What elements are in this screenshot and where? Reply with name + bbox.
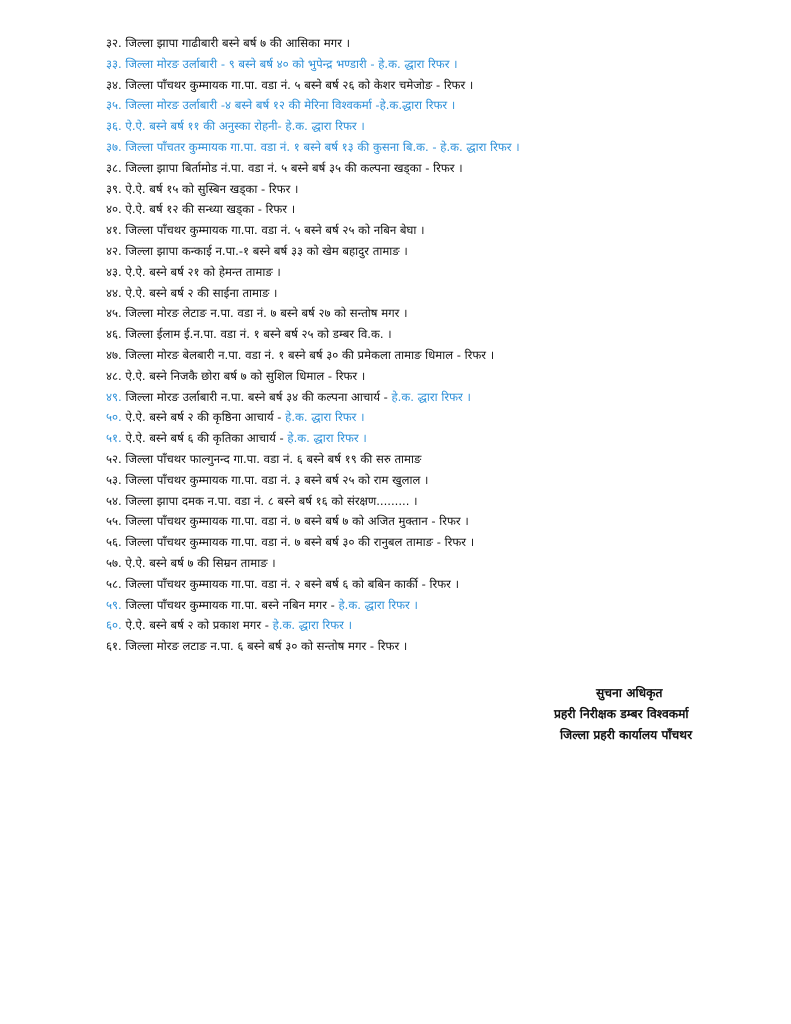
record-text: ४३. ऐ.ऐ. बस्ने बर्ष २१ को हेमन्त तामाङ । xyxy=(106,264,281,279)
record-text: ६१. जिल्ला मोरङ लटाङ न.पा. ६ बस्ने बर्ष ३० को सन्तोष मगर - रिफर । xyxy=(106,639,408,654)
record-text: हे.क. द्धारा रिफर । xyxy=(440,139,520,154)
record-text: ३३. जिल्ला मोरङ उर्लाबारी - ९ बस्ने बर्ष ४० को भुपेन्द्र भण्डारी - xyxy=(106,56,379,71)
record-text: ३८. जिल्ला झापा बिर्तामोड नं.पा. वडा नं. ५ बस्ने बर्ष ३५ की कल्पना खड्का - रिफर । xyxy=(106,160,463,175)
record-row xyxy=(106,303,776,324)
record-text: ५४. जिल्ला झापा दमक न.पा. वडा नं. ८ बस्ने बर्ष १६ को संरक्षण......... । xyxy=(106,493,418,508)
record-row xyxy=(106,407,776,428)
record-text: जिल्ला पाँचथर कुम्मायक गा.पा. बस्ने नबिन मगर - xyxy=(125,597,339,612)
record-row xyxy=(106,116,776,137)
record-row xyxy=(106,199,776,220)
record-row xyxy=(106,33,776,54)
record-row xyxy=(106,553,776,574)
record-text: ४१. जिल्ला पाँचथर कुम्मायक गा.पा. वडा नं. ५ बस्ने बर्ष २५ को नबिन बेघा । xyxy=(106,223,425,238)
record-text: ३५. जिल्ला मोरङ उर्लाबारी -४ बस्ने बर्ष १२ की मेरिना विश्वकर्मा - xyxy=(106,98,380,113)
record-text: ५०. xyxy=(106,410,126,425)
record-text: ४९. xyxy=(106,389,126,404)
record-text: ४०. ऐ.ऐ. बर्ष १२ की सन्ध्या खड्का - रिफर । xyxy=(106,202,296,217)
record-text: ऐ.ऐ. बस्ने बर्ष २ को प्रकाश मगर - xyxy=(125,618,273,633)
record-row xyxy=(106,283,776,304)
record-row xyxy=(106,470,776,491)
record-text: ऐ.ऐ. बस्ने बर्ष ६ की कृतिका आचार्य - xyxy=(125,431,288,446)
record-row xyxy=(106,137,776,158)
record-row xyxy=(106,345,776,366)
record-text: ४८. ऐ.ऐ. बस्ने निजकै छोरा बर्ष ७ को सुशिल धिमाल - रिफर । xyxy=(106,368,366,383)
record-text: ५५. जिल्ला पाँचथर कुम्मायक गा.पा. वडा नं. ७ बस्ने बर्ष ७ को अजित मुक्तान - रिफर । xyxy=(106,514,469,529)
record-row xyxy=(106,75,776,96)
signature-name: प्रहरी निरीक्षक डम्बर विश्वकर्मा xyxy=(554,707,689,721)
record-text: ५२. जिल्ला पाँचथर फाल्गुनन्द गा.पा. वडा नं. ६ बस्ने बर्ष १९ की सरु तामाङ xyxy=(106,451,422,466)
record-row xyxy=(106,241,776,262)
record-row xyxy=(106,158,776,179)
record-text: ५७. ऐ.ऐ. बस्ने बर्ष ७ की सिम्रन तामाङ । xyxy=(106,555,276,570)
record-text: ४७. जिल्ला मोरङ बेलबारी न.पा. वडा नं. १ बस्ने बर्ष ३० की प्रमेकला तामाङ धिमाल - रिफर । xyxy=(106,347,495,362)
record-text: ४५. जिल्ला मोरङ लेटाङ न.पा. वडा नं. ७ बस्ने बर्ष २७ को सन्तोष मगर । xyxy=(106,306,408,321)
record-text: हे.क. द्धारा रिफर । xyxy=(285,119,365,134)
record-text: हे.क.द्धारा रिफर । xyxy=(379,98,456,113)
record-text: ५९. xyxy=(106,597,126,612)
record-text: हे.क. द्धारा रिफर । xyxy=(391,389,471,404)
records-list xyxy=(106,33,776,657)
record-row xyxy=(106,574,776,595)
record-text: ऐ.ऐ. बस्ने बर्ष २ की कृष्ठिना आचार्य - xyxy=(125,410,286,425)
record-text: हे.क. द्धारा रिफर । xyxy=(378,56,458,71)
record-text: हे.क. द्धारा रिफर । xyxy=(338,597,418,612)
record-row xyxy=(106,491,776,512)
record-text: ३७. जिल्ला पाँचतर कुम्मायक गा.पा. वडा नं. १ बस्ने बर्ष १३ की कुसना बि.क. - xyxy=(106,139,441,154)
record-row xyxy=(106,262,776,283)
signature-designation: सुचना अधिकृत xyxy=(596,686,663,700)
record-row xyxy=(106,95,776,116)
record-row xyxy=(106,532,776,553)
record-row xyxy=(106,615,776,636)
record-text: ४६. जिल्ला ईलाम ई.न.पा. वडा नं. १ बस्ने बर्ष २५ को डम्बर वि.क. । xyxy=(106,327,392,342)
record-row xyxy=(106,387,776,408)
record-text: ५३. जिल्ला पाँचथर कुम्मायक गा.पा. वडा नं. ३ बस्ने बर्ष २५ को राम खुलाल । xyxy=(106,472,429,487)
record-text: हे.क. द्धारा रिफर । xyxy=(285,410,365,425)
record-row xyxy=(106,449,776,470)
record-text: ५६. जिल्ला पाँचथर कुम्मायक गा.पा. वडा नं. ७ बस्ने बर्ष ३० की रानुबल तामाङ - रिफर । xyxy=(106,535,475,550)
record-text: ३९. ऐ.ऐ. बर्ष १५ को सुस्बिन खड्का - रिफर । xyxy=(106,181,299,196)
record-text: ५१. xyxy=(106,431,126,446)
record-row xyxy=(106,220,776,241)
record-text: हे.क. द्धारा रिफर । xyxy=(287,431,367,446)
record-row xyxy=(106,595,776,616)
record-text: ३४. जिल्ला पाँचथर कुम्मायक गा.पा. वडा नं. ५ बस्ने बर्ष २६ को केशर चमेजोङ - रिफर । xyxy=(106,77,474,92)
signature-office: जिल्ला प्रहरी कार्यालय पाँचथर xyxy=(560,728,693,742)
record-text: ५८. जिल्ला पाँचथर कुम्मायक गा.पा. वडा नं. २ बस्ने बर्ष ६ को बबिन कार्की - रिफर । xyxy=(106,576,459,591)
record-text: ६०. xyxy=(106,618,126,633)
record-text: ४२. जिल्ला झापा कन्काई न.पा.-१ बस्ने बर्ष ३३ को खेम बहादुर तामाङ । xyxy=(106,243,408,258)
record-text: ३६. ऐ.ऐ. बस्ने बर्ष ११ की अनुस्का रोहनी- xyxy=(106,119,286,134)
record-row xyxy=(106,324,776,345)
record-text: ३२. जिल्ला झापा गाढीबारी बस्ने बर्ष ७ की आसिका मगर । xyxy=(106,36,351,50)
record-row xyxy=(106,366,776,387)
record-text: जिल्ला मोरङ उर्लाबारी न.पा. बस्ने बर्ष ३४ की कल्पना आचार्य - xyxy=(125,389,392,404)
record-row xyxy=(106,636,776,657)
record-text: हे.क. द्धारा रिफर । xyxy=(272,618,352,633)
signature-block xyxy=(548,683,758,746)
record-row xyxy=(106,179,776,200)
record-row xyxy=(106,54,776,75)
record-row xyxy=(106,428,776,449)
record-row xyxy=(106,511,776,532)
record-text: ४४. ऐ.ऐ. बस्ने बर्ष २ की साईना तामाङ । xyxy=(106,285,278,300)
